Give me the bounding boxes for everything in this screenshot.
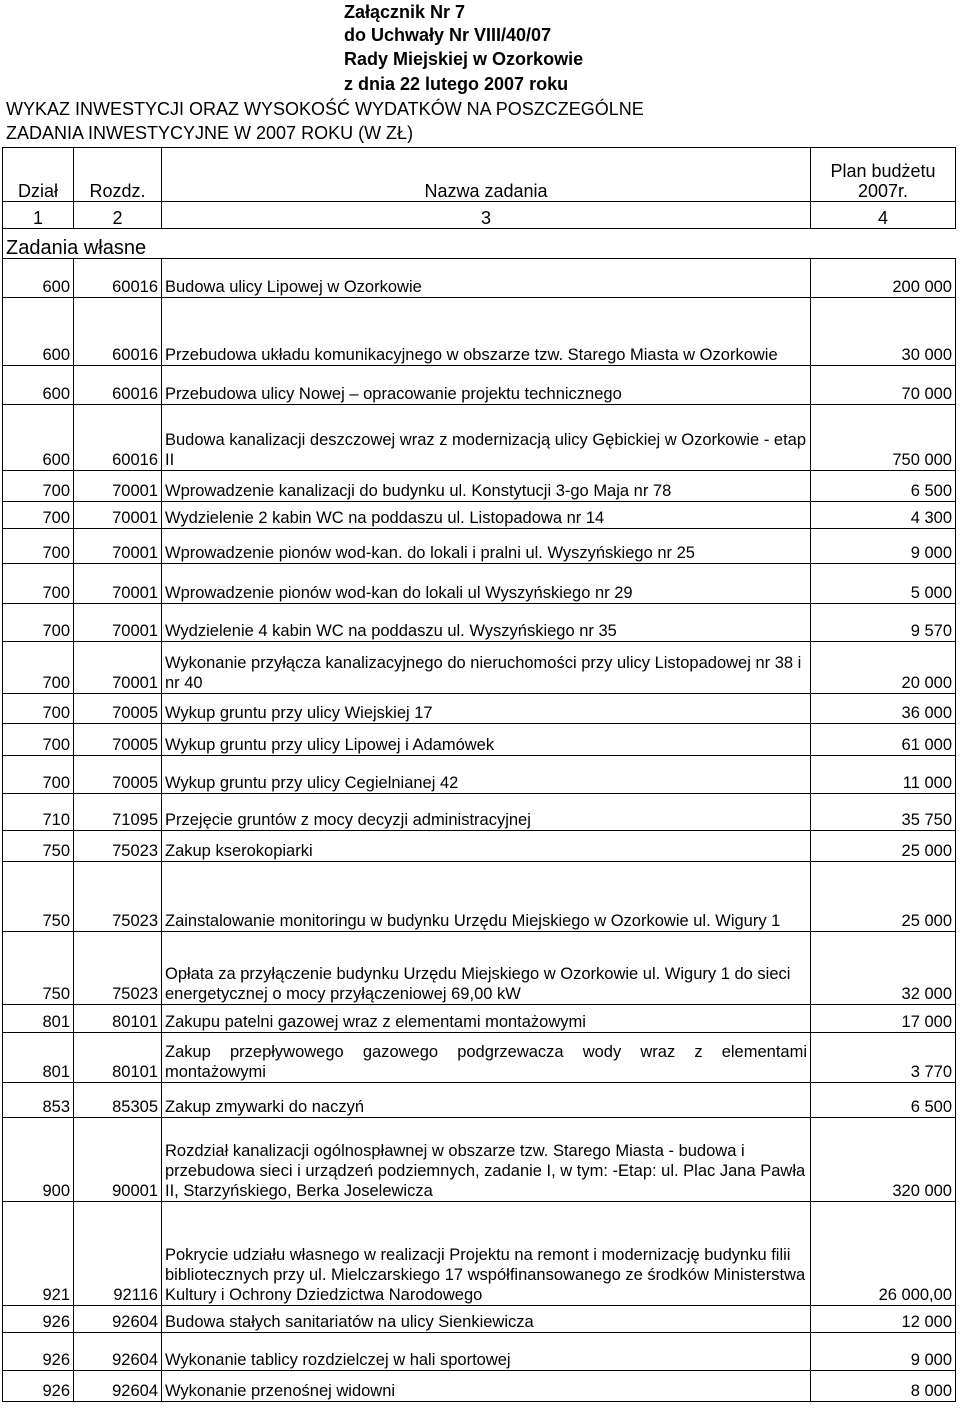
cell-nazwa: Wykonanie przenośnej widowni [162,1371,811,1402]
cell-kwota: 9 000 [811,529,956,564]
table-row [3,694,956,724]
table-row [3,831,956,862]
cell-nazwa: Budowa kanalizacji deszczowej wraz z modernizacją ulicy Gębickiej w Ozorkowie - etap II [162,405,811,471]
column-number: 3 [162,202,811,229]
cell-kwota: 20 000 [811,642,956,694]
cell-rozdzial: 80101 [74,1033,162,1083]
table-row [3,724,956,756]
cell-dzial: 700 [3,529,74,564]
cell-dzial: 710 [3,794,74,831]
cell-dzial: 926 [3,1371,74,1402]
cell-rozdzial: 85305 [74,1083,162,1118]
cell-rozdzial: 60016 [74,366,162,405]
cell-dzial: 700 [3,642,74,694]
investment-table [2,147,956,1402]
table-row [3,405,956,471]
cell-kwota: 5 000 [811,564,956,604]
table-row [3,529,956,564]
document-title-line-2: ZADANIA INWESTYCYJNE W 2007 ROKU (W ZŁ) [6,123,414,143]
cell-kwota: 8 000 [811,1371,956,1402]
cell-rozdzial: 75023 [74,831,162,862]
cell-dzial: 700 [3,564,74,604]
cell-rozdzial: 70005 [74,756,162,794]
column-header-dzial: Dział [3,148,74,202]
cell-nazwa: Przebudowa ulicy Nowej – opracowanie projektu technicznego [162,366,811,405]
cell-dzial: 853 [3,1083,74,1118]
cell-kwota: 6 500 [811,1083,956,1118]
cell-kwota: 26 000,00 [811,1202,956,1306]
cell-rozdzial: 92604 [74,1306,162,1333]
cell-nazwa: Wydzielenie 4 kabin WC na poddaszu ul. Wyszyńskiego nr 35 [162,604,811,642]
table-row [3,1202,956,1306]
cell-dzial: 600 [3,298,74,366]
cell-rozdzial: 70001 [74,564,162,604]
cell-kwota: 12 000 [811,1306,956,1333]
cell-nazwa: Wprowadzenie pionów wod-kan do lokali ul Wyszyńskiego nr 29 [162,564,811,604]
cell-rozdzial: 60016 [74,405,162,471]
cell-rozdzial: 70005 [74,694,162,724]
cell-kwota: 3 770 [811,1033,956,1083]
cell-dzial: 700 [3,756,74,794]
cell-nazwa: Zakup kserokopiarki [162,831,811,862]
table-row [3,298,956,366]
cell-nazwa: Wykonanie przyłącza kanalizacyjnego do nieruchomości przy ulicy Listopadowej nr 38 i nr 40 [162,642,811,694]
table-row [3,1005,956,1033]
cell-kwota: 30 000 [811,298,956,366]
column-header-nazwa: Nazwa zadania [162,148,811,202]
cell-rozdzial: 70001 [74,604,162,642]
table-row [3,259,956,298]
cell-kwota: 70 000 [811,366,956,405]
cell-kwota: 25 000 [811,831,956,862]
cell-kwota: 320 000 [811,1118,956,1202]
cell-dzial: 700 [3,694,74,724]
column-number: 4 [811,202,956,229]
cell-kwota: 35 750 [811,794,956,831]
cell-dzial: 600 [3,259,74,298]
cell-dzial: 600 [3,405,74,471]
cell-rozdzial: 60016 [74,259,162,298]
cell-rozdzial: 75023 [74,862,162,932]
table-row [3,1118,956,1202]
table-row [3,502,956,529]
cell-rozdzial: 90001 [74,1118,162,1202]
table-row [3,642,956,694]
cell-nazwa: Wykup gruntu przy ulicy Lipowej i Adamówek [162,724,811,756]
table-row [3,604,956,642]
cell-rozdzial: 80101 [74,1005,162,1033]
table-row [3,1333,956,1371]
cell-nazwa: Zakupu patelni gazowej wraz z elementami montażowymi [162,1005,811,1033]
cell-rozdzial: 70001 [74,471,162,502]
cell-nazwa: Zainstalowanie monitoringu w budynku Urzędu Miejskiego w Ozorkowie ul. Wigury 1 [162,862,811,932]
cell-dzial: 801 [3,1005,74,1033]
cell-nazwa: Wykup gruntu przy ulicy Cegielnianej 42 [162,756,811,794]
cell-rozdzial: 92604 [74,1333,162,1371]
cell-kwota: 750 000 [811,405,956,471]
cell-dzial: 700 [3,502,74,529]
cell-kwota: 9 570 [811,604,956,642]
cell-nazwa: Zakup zmywarki do naczyń [162,1083,811,1118]
cell-nazwa: Rozdział kanalizacji ogólnospławnej w obszarze tzw. Starego Miasta - budowa i przebudowa sieci i urządzeń podziemnych, zadanie I, w tym: -Etap: ul. Plac Jana Pawła II, Starzyńskiego, Berka Joselewicza [162,1118,811,1202]
cell-rozdzial: 92604 [74,1371,162,1402]
section-title: Zadania własne [3,229,956,259]
column-header-rozdzial: Rozdz. [74,148,162,202]
section-row [3,229,956,259]
column-header-plan: Plan budżetu 2007r. [811,148,956,202]
table-row [3,471,956,502]
annex-number: Załącznik Nr 7 [344,2,466,22]
table-row [3,794,956,831]
council-name: Rady Miejskiej w Ozorkowie [344,49,584,69]
cell-rozdzial: 70001 [74,529,162,564]
cell-dzial: 900 [3,1118,74,1202]
cell-rozdzial: 71095 [74,794,162,831]
cell-dzial: 700 [3,471,74,502]
cell-kwota: 32 000 [811,932,956,1005]
table-row [3,1033,956,1083]
cell-kwota: 4 300 [811,502,956,529]
cell-dzial: 600 [3,366,74,405]
cell-dzial: 801 [3,1033,74,1083]
cell-dzial: 926 [3,1333,74,1371]
cell-dzial: 700 [3,724,74,756]
cell-nazwa: Wydzielenie 2 kabin WC na poddaszu ul. Listopadowa nr 14 [162,502,811,529]
cell-dzial: 700 [3,604,74,642]
cell-nazwa: Pokrycie udziału własnego w realizacji Projektu na remont i modernizację budynku filii bibliotecznych przy ul. Mielczarskiego 17 współfinansowanego ze środków Ministerstwa Kultury i Ochrony Dziedzictwa Narodowego [162,1202,811,1306]
table-row [3,1083,956,1118]
cell-nazwa: Wykup gruntu przy ulicy Wiejskiej 17 [162,694,811,724]
cell-nazwa: Przebudowa układu komunikacyjnego w obszarze tzw. Starego Miasta w Ozorkowie [162,298,811,366]
cell-dzial: 750 [3,831,74,862]
cell-kwota: 17 000 [811,1005,956,1033]
cell-kwota: 61 000 [811,724,956,756]
cell-dzial: 750 [3,932,74,1005]
table-row [3,756,956,794]
table-header-row [3,148,956,202]
cell-nazwa: Budowa ulicy Lipowej w Ozorkowie [162,259,811,298]
cell-nazwa: Zakup przepływowego gazowego podgrzewacza wody wraz z elementami montażowymi [162,1033,811,1083]
cell-kwota: 36 000 [811,694,956,724]
resolution-number: do Uchwały Nr VIII/40/07 [344,25,552,45]
cell-rozdzial: 92116 [74,1202,162,1306]
cell-nazwa: Wprowadzenie pionów wod-kan. do lokali i pralni ul. Wyszyńskiego nr 25 [162,529,811,564]
column-number: 1 [3,202,74,229]
cell-nazwa: Wykonanie tablicy rozdzielczej w hali sportowej [162,1333,811,1371]
cell-kwota: 6 500 [811,471,956,502]
document-title-line-1: WYKAZ INWESTYCJI ORAZ WYSOKOŚĆ WYDATKÓW NA POSZCZEGÓLNE [6,99,644,119]
cell-kwota: 200 000 [811,259,956,298]
cell-dzial: 750 [3,862,74,932]
cell-dzial: 926 [3,1306,74,1333]
column-number-row [3,202,956,229]
table-row [3,932,956,1005]
table-row [3,862,956,932]
cell-rozdzial: 75023 [74,932,162,1005]
cell-kwota: 9 000 [811,1333,956,1371]
cell-nazwa: Opłata za przyłączenie budynku Urzędu Miejskiego w Ozorkowie ul. Wigury 1 do sieci energetycznej o mocy przyłączeniowej 69,00 kW [162,932,811,1005]
column-number: 2 [74,202,162,229]
table-row [3,564,956,604]
table-row [3,1306,956,1333]
cell-nazwa: Przejęcie gruntów z mocy decyzji administracyjnej [162,794,811,831]
cell-rozdzial: 70001 [74,642,162,694]
cell-kwota: 11 000 [811,756,956,794]
cell-nazwa: Wprowadzenie kanalizacji do budynku ul. Konstytucji 3-go Maja nr 78 [162,471,811,502]
table-row [3,366,956,405]
cell-dzial: 921 [3,1202,74,1306]
cell-rozdzial: 70001 [74,502,162,529]
resolution-date: z dnia 22 lutego 2007 roku [344,74,569,94]
cell-kwota: 25 000 [811,862,956,932]
table-row [3,1371,956,1402]
cell-rozdzial: 70005 [74,724,162,756]
cell-rozdzial: 60016 [74,298,162,366]
cell-nazwa: Budowa stałych sanitariatów na ulicy Sienkiewicza [162,1306,811,1333]
